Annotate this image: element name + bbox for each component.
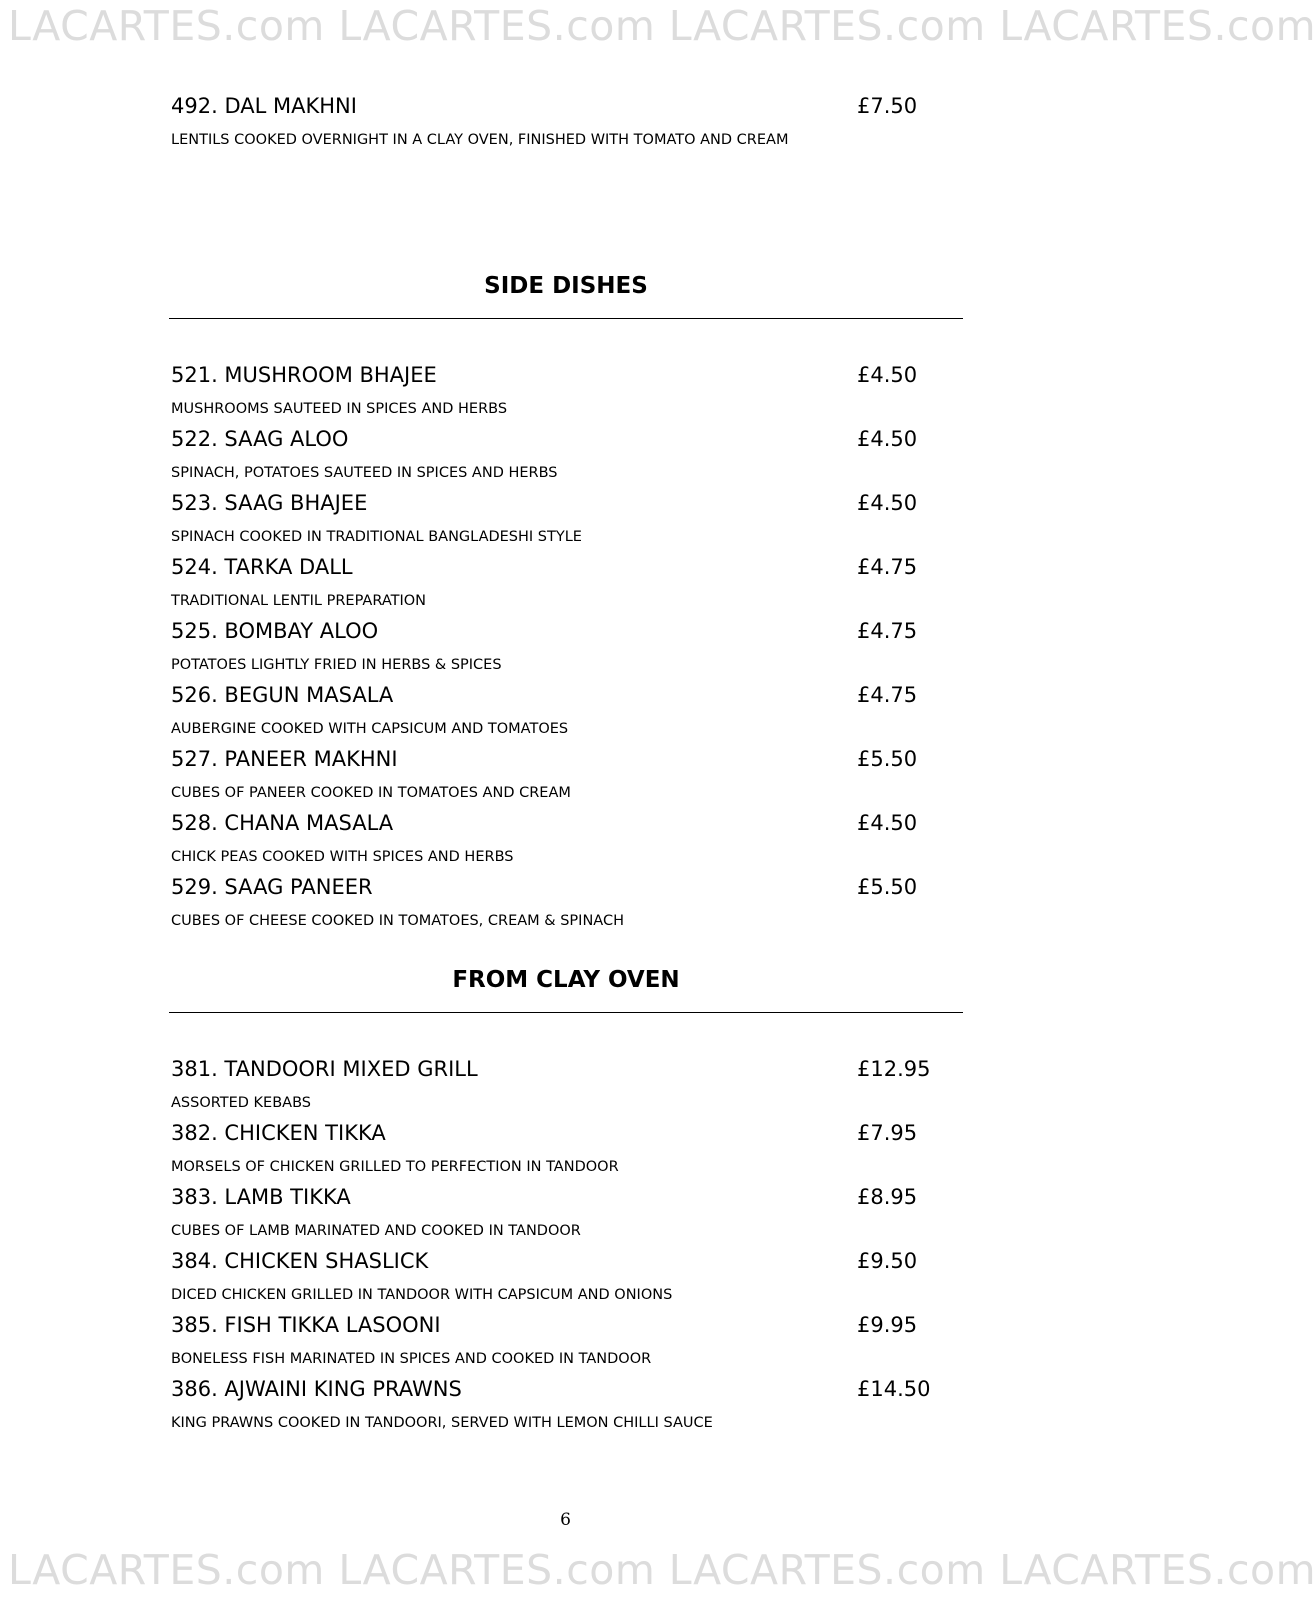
menu-item-name: 525. BOMBAY ALOO — [171, 619, 379, 643]
menu-item-price: £5.50 — [857, 875, 918, 899]
menu-item-price: £7.50 — [857, 94, 918, 118]
menu-item-description: AUBERGINE COOKED WITH CAPSICUM AND TOMATOES — [171, 721, 569, 737]
menu-item-name: 521. MUSHROOM BHAJEE — [171, 363, 437, 387]
menu-item-name: 528. CHANA MASALA — [171, 811, 394, 835]
menu-item-name: 381. TANDOORI MIXED GRILL — [171, 1057, 478, 1081]
menu-item-description: KING PRAWNS COOKED IN TANDOORI, SERVED WITH LEMON CHILLI SAUCE — [171, 1415, 713, 1431]
menu-item-name: 522. SAAG ALOO — [171, 427, 349, 451]
menu-item-description: CUBES OF CHEESE COOKED IN TOMATOES, CREAM & SPINACH — [171, 913, 624, 929]
menu-item-price: £4.50 — [857, 811, 918, 835]
menu-item-price: £4.75 — [857, 683, 918, 707]
section-divider — [169, 318, 963, 319]
menu-item-description: CUBES OF LAMB MARINATED AND COOKED IN TANDOOR — [171, 1223, 581, 1239]
menu-item-name: 386. AJWAINI KING PRAWNS — [171, 1377, 462, 1401]
section-title-side-dishes: SIDE DISHES — [484, 273, 648, 299]
menu-item-description: SPINACH COOKED IN TRADITIONAL BANGLADESHI STYLE — [171, 529, 582, 545]
menu-item-price: £4.50 — [857, 363, 918, 387]
menu-item-price: £12.95 — [857, 1057, 931, 1081]
menu-item-price: £4.75 — [857, 555, 918, 579]
menu-item-name: 526. BEGUN MASALA — [171, 683, 394, 707]
menu-item-price: £9.95 — [857, 1313, 918, 1337]
menu-item-name: 524. TARKA DALL — [171, 555, 353, 579]
menu-item-price: £8.95 — [857, 1185, 918, 1209]
menu-item-name: 523. SAAG BHAJEE — [171, 491, 368, 515]
menu-item-name: 385. FISH TIKKA LASOONI — [171, 1313, 441, 1337]
menu-item-description: DICED CHICKEN GRILLED IN TANDOOR WITH CAPSICUM AND ONIONS — [171, 1287, 673, 1303]
menu-item-name: 529. SAAG PANEER — [171, 875, 373, 899]
menu-item-price: £9.50 — [857, 1249, 918, 1273]
menu-item-price: £4.75 — [857, 619, 918, 643]
menu-item-description: TRADITIONAL LENTIL PREPARATION — [171, 593, 427, 609]
menu-item-name: 384. CHICKEN SHASLICK — [171, 1249, 429, 1273]
menu-item-description: LENTILS COOKED OVERNIGHT IN A CLAY OVEN, FINISHED WITH TOMATO AND CREAM — [171, 132, 789, 148]
watermark-bottom: LACARTES.com LACARTES.com LACARTES.com LACARTES.com — [8, 1546, 1316, 1594]
menu-item-description: SPINACH, POTATOES SAUTEED IN SPICES AND HERBS — [171, 465, 558, 481]
menu-item-description: MUSHROOMS SAUTEED IN SPICES AND HERBS — [171, 401, 508, 417]
menu-item-price: £4.50 — [857, 427, 918, 451]
menu-item-description: CUBES OF PANEER COOKED IN TOMATOES AND CREAM — [171, 785, 571, 801]
menu-item-price: £5.50 — [857, 747, 918, 771]
menu-item-name: 527. PANEER MAKHNI — [171, 747, 398, 771]
menu-item-name: 492. DAL MAKHNI — [171, 94, 357, 118]
menu-item-description: ASSORTED KEBABS — [171, 1095, 311, 1111]
menu-item-description: MORSELS OF CHICKEN GRILLED TO PERFECTION IN TANDOOR — [171, 1159, 619, 1175]
menu-item-price: £14.50 — [857, 1377, 931, 1401]
menu-item-name: 383. LAMB TIKKA — [171, 1185, 351, 1209]
menu-item-price: £4.50 — [857, 491, 918, 515]
menu-item-description: BONELESS FISH MARINATED IN SPICES AND COOKED IN TANDOOR — [171, 1351, 652, 1367]
menu-item-name: 382. CHICKEN TIKKA — [171, 1121, 386, 1145]
menu-item-description: POTATOES LIGHTLY FRIED IN HERBS & SPICES — [171, 657, 502, 673]
section-divider — [169, 1012, 963, 1013]
menu-item-price: £7.95 — [857, 1121, 918, 1145]
menu-item-description: CHICK PEAS COOKED WITH SPICES AND HERBS — [171, 849, 514, 865]
page-number: 6 — [560, 1510, 571, 1530]
watermark-top: LACARTES.com LACARTES.com LACARTES.com LACARTES.com — [8, 2, 1316, 50]
section-title-from-clay-oven: FROM CLAY OVEN — [452, 967, 680, 993]
